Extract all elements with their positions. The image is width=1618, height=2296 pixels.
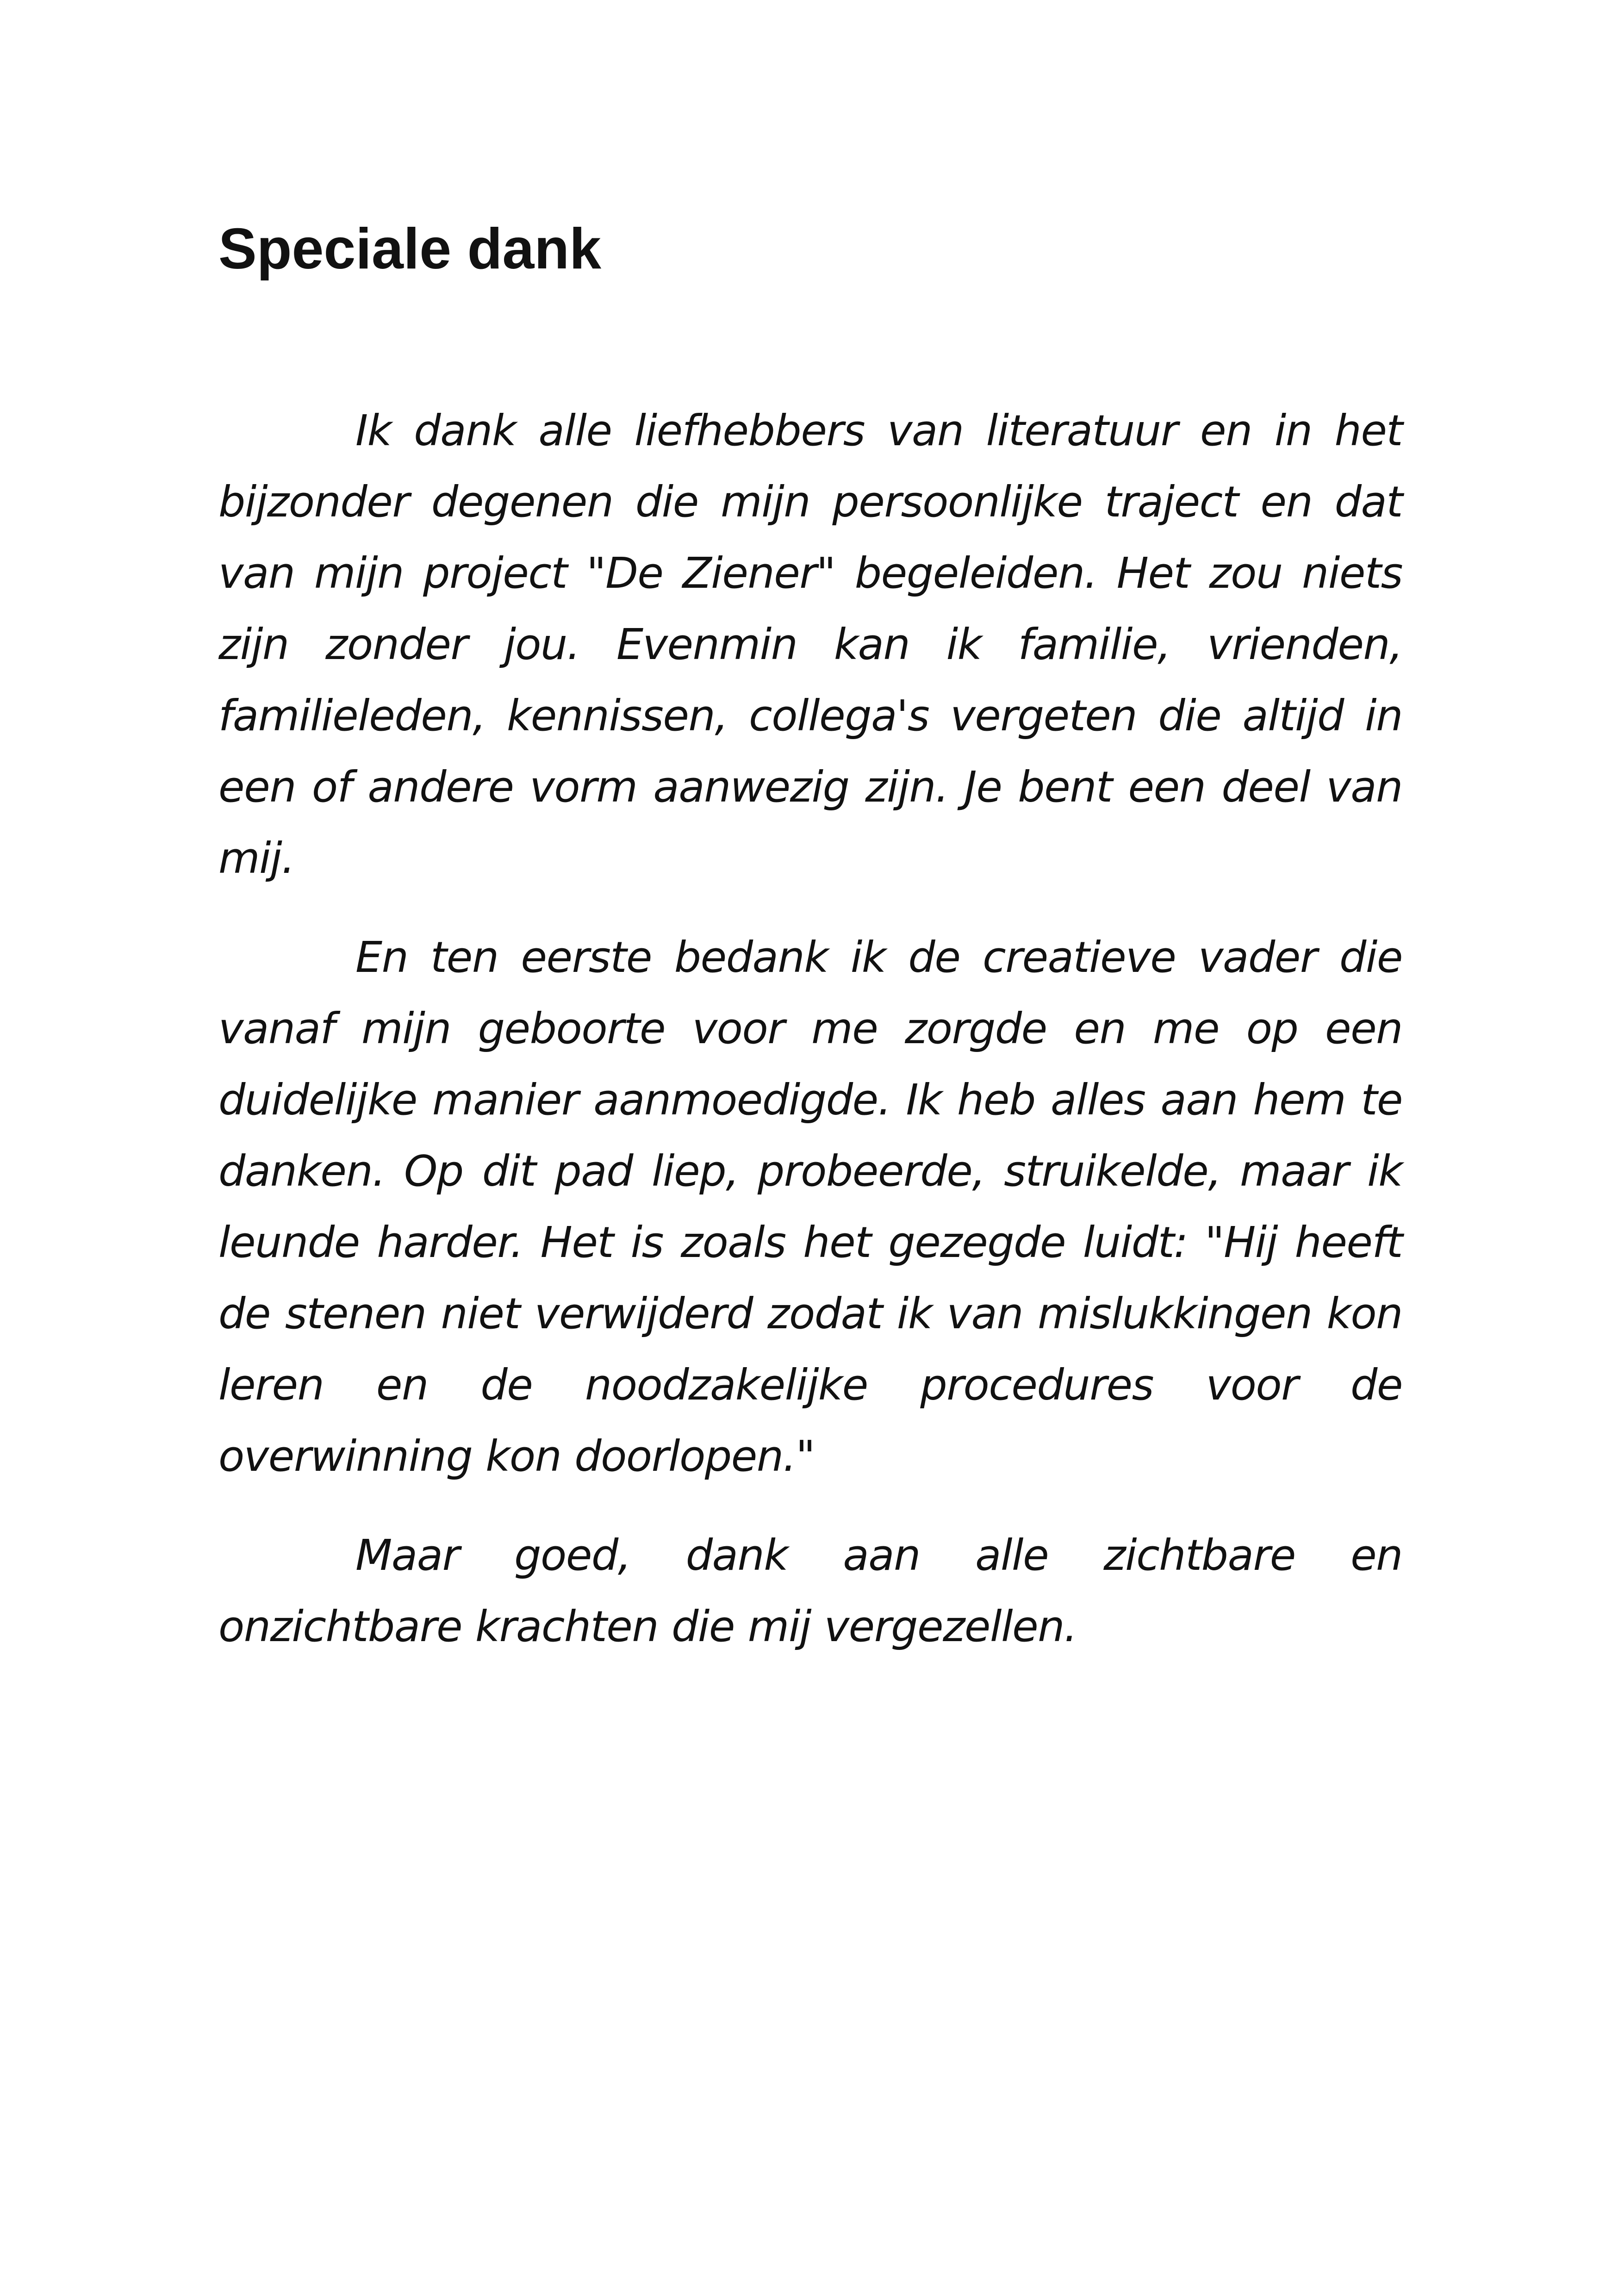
- paragraph-3: Maar goed, dank aan alle zichtbare en onzichtbare krachten die mij vergezellen.: [218, 1531, 1402, 1652]
- page-content: [218, 218, 1402, 1662]
- paragraph-2: En ten eerste bedank ik de creatieve vader die vanaf mijn geboorte voor me zorgde en me op een duidelijke manier aanmoedigde. Ik heb alles aan hem te danken. Op dit pad liep, probeerde, struikelde, maar ik leunde harder. Het is zoals het gezegde luidt: "Hij heeft de stenen niet verwijderd zodat ik van mislukkingen kon leren en de noodzakelijke procedures voor de overwinning kon doorlopen.": [218, 933, 1402, 1481]
- page-title: Speciale dank: [218, 217, 602, 281]
- paragraph-1: Ik dank alle liefhebbers van literatuur en in het bijzonder degenen die mijn persoonlijke traject en dat van mijn project "De Ziener" begeleiden. Het zou niets zijn zonder jou. Evenmin kan ik familie, vrienden, familieleden, kennissen, collega's vergeten die altijd in een of andere vorm aanwezig zijn. Je bent een deel van mij.: [218, 406, 1402, 884]
